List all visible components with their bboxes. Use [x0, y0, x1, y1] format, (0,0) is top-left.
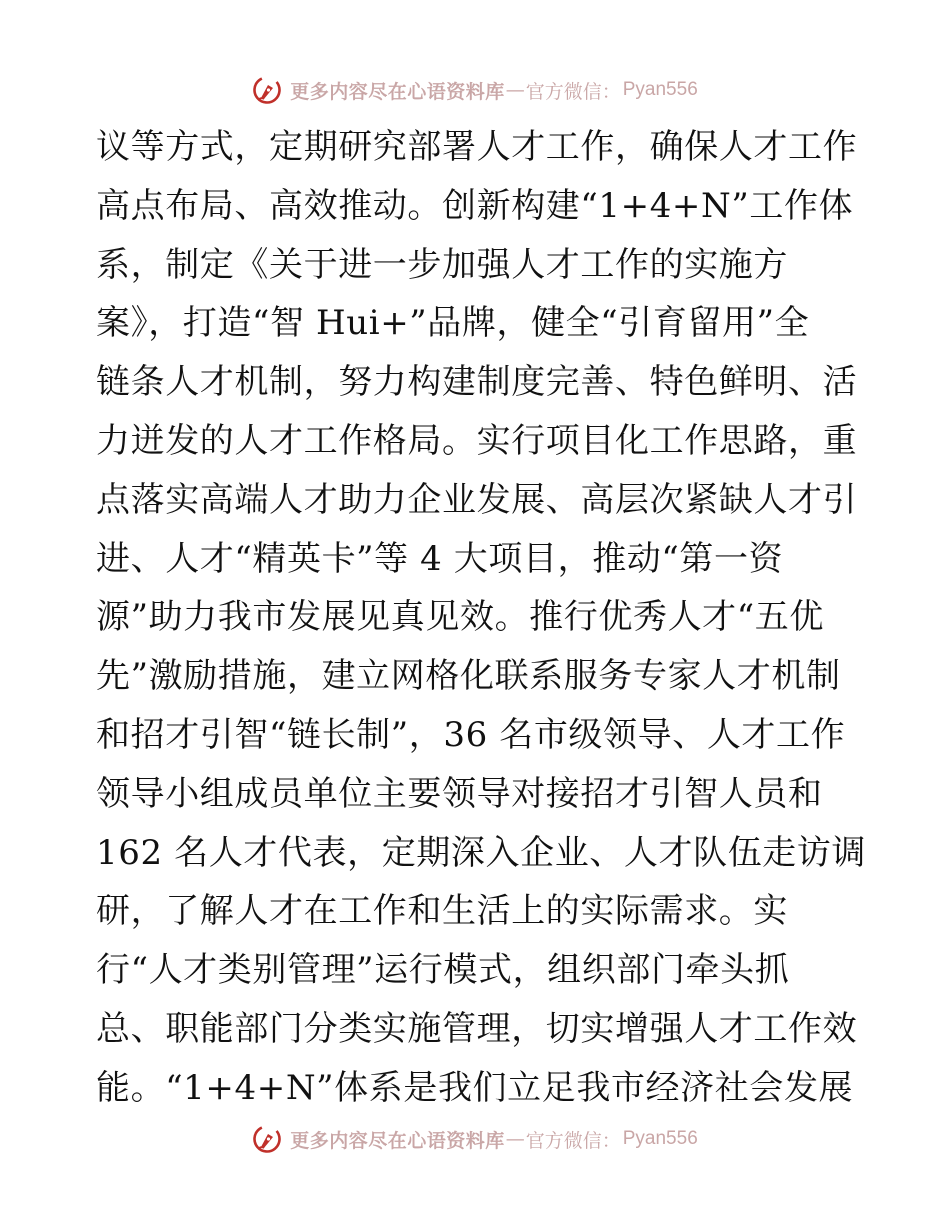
body-line: 先”激励措施，建立网格化联系服务专家人才机制 [96, 656, 841, 697]
banner-dash: — [505, 79, 525, 101]
body-line: 力迸发的人才工作格局。实行项目化工作思路，重 [96, 420, 858, 461]
body-line: 系，制定《关于进一步加强人才工作的实施方 [96, 244, 788, 285]
body-line: 点落实高端人才助力企业发展、高层次紧缺人才引 [96, 479, 858, 520]
banner-slogan: 更多内容尽在心语资料库 [290, 1129, 505, 1152]
body-line: 研，了解人才在工作和生活上的实际需求。实 [96, 891, 788, 932]
body-text [96, 118, 867, 1118]
body-line: 源”助力我市发展见真见效。推行优秀人才“五优 [96, 597, 824, 638]
banner-dash: — [505, 1128, 525, 1150]
header-watermark-banner [0, 70, 950, 110]
body-line: 能。“1+4+N”体系是我们立足我市经济社会发展 [96, 1067, 854, 1108]
body-line: 行“人才类别管理”运行模式，组织部门牵头抓 [96, 950, 790, 991]
banner-official-label: 官方微信： [525, 1129, 621, 1152]
body-line: 议等方式，定期研究部署人才工作，确保人才工作 [96, 127, 858, 167]
banner-official-label: 官方微信： [525, 80, 621, 103]
body-line: 高点布局、高效推动。创新构建“1+4+N”工作体 [96, 185, 854, 226]
banner-wechat-id: Pyan556 [622, 1128, 698, 1149]
body-line: 总、职能部门分类实施管理，切实增强人才工作效 [96, 1008, 858, 1049]
pen-nib-circle-icon [252, 75, 282, 105]
body-line: 案》，打造“智 Hui+”品牌，健全“引育留用”全 [96, 303, 810, 344]
body-line: 162 名人才代表，定期深入企业、人才队伍走访调 [96, 832, 867, 873]
body-line: 进、人才“精英卡”等 4 大项目，推动“第一资 [96, 538, 784, 579]
banner-slogan: 更多内容尽在心语资料库 [290, 80, 505, 103]
banner-wechat-id: Pyan556 [622, 79, 698, 100]
body-line: 领导小组成员单位主要领导对接招才引智人员和 [96, 773, 823, 814]
footer-watermark-banner [0, 1119, 950, 1159]
body-line: 和招才引智“链长制”，36 名市级领导、人才工作 [96, 714, 846, 755]
body-line: 链条人才机制，努力构建制度完善、特色鲜明、活 [96, 362, 858, 403]
pen-nib-circle-icon [252, 1124, 282, 1154]
